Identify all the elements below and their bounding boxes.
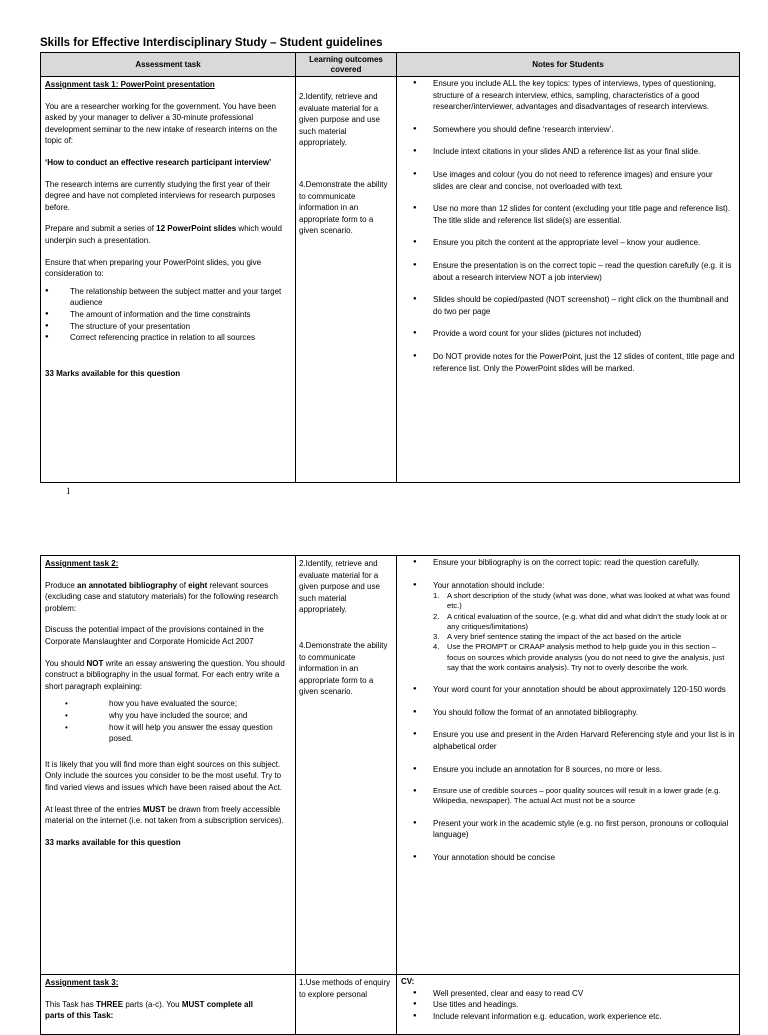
task1-table bbox=[40, 52, 740, 483]
task2-likely: It is likely that you will find more than eight sources on this subject. Only include the sources you consider to be the most useful. Try to find varied views and issues which have been raised about the Act. bbox=[45, 759, 283, 792]
task2-notes bbox=[397, 556, 740, 975]
task2-outcome-2: 2.Identify, retrieve and evaluate material for a given purpose and use such material appropriately. bbox=[299, 559, 380, 615]
list-item: ● Ensure the presentation is on the correct topic – read the question carefully (e.g. it is about a research interview NOT a job interview) bbox=[401, 260, 735, 283]
task2-produce: Produce an annotated bibliography of eight relevant sources (excluding case and statutory materials) for the following research problem: bbox=[45, 580, 278, 613]
task3-notes bbox=[397, 975, 740, 1035]
list-item: ● Ensure you include an annotation for 8 sources, no more or less. bbox=[401, 764, 735, 776]
task2-outcome-4: 4.Demonstrate the ability to communicate information in an appropriate form to a given scenario. bbox=[299, 640, 388, 697]
list-item: 2. A critical evaluation of the source, (e.g. what did and what didn’t the study look at or any critiques/limitations) bbox=[433, 611, 728, 631]
task3-outcome-1: 1.Use methods of enquiry to explore personal bbox=[299, 978, 391, 999]
task1-description bbox=[41, 77, 296, 483]
list-item: 1. A short description of the study (what was done, what was looked at what was found etc.) bbox=[433, 591, 730, 611]
task1-outcome-2: 2.Identify, retrieve and evaluate material for a given purpose and use such material appropriately. bbox=[299, 92, 380, 148]
task2-marks: 33 marks available for this question bbox=[45, 837, 181, 847]
list-item: ● Ensure your bibliography is on the correct topic: read the question carefully. bbox=[401, 557, 735, 569]
list-item: ● The structure of your presentation bbox=[45, 321, 291, 333]
list-item: ● The amount of information and the time constraints bbox=[45, 309, 291, 321]
task2-heading: Assignment task 2: bbox=[45, 559, 119, 568]
header-assessment-task: Assessment task bbox=[41, 53, 296, 77]
list-item: ● Present your work in the academic style (e.g. no first person, pronouns or colloquial language) bbox=[401, 818, 735, 841]
header-learning-outcomes: Learning outcomes covered bbox=[296, 53, 397, 77]
task1-heading: Assignment task 1: PowerPoint presentation bbox=[45, 80, 215, 89]
list-item: ● Ensure you pitch the content at the appropriate level – know your audience. bbox=[401, 237, 735, 249]
task2-annotation-list bbox=[433, 591, 735, 673]
list-item: ● Use images and colour (you do not need to reference images) and ensure your slides are clear and concise, not overloaded with text. bbox=[401, 169, 735, 192]
task1-ensure: Ensure that when preparing your PowerPoint slides, you give consideration to: bbox=[45, 257, 262, 279]
task2-notes-list bbox=[401, 557, 735, 863]
task1-outcome-4: 4.Demonstrate the ability to communicate information in an appropriate form to a given scenario. bbox=[299, 179, 388, 236]
list-item: • why you have included the source; and bbox=[45, 710, 291, 722]
header-notes: Notes for Students bbox=[397, 53, 740, 77]
list-item: ● Well presented, clear and easy to read CV bbox=[401, 988, 735, 1000]
task2-outcomes bbox=[296, 556, 397, 975]
task3-cv-label: CV: bbox=[401, 977, 415, 986]
task2-table bbox=[40, 555, 740, 1035]
list-item: ● Your annotation should be concise bbox=[401, 852, 735, 864]
list-item: ● Correct referencing practice in relation to all sources bbox=[45, 332, 291, 344]
task1-outcomes bbox=[296, 77, 397, 483]
task2-atleast: At least three of the entries MUST be drawn from freely accessible material on the internet (i.e. not taken from a subscription services). bbox=[45, 804, 284, 826]
list-item: ● Your word count for your annotation should be about approximately 120-150 words bbox=[401, 684, 735, 696]
task3-row bbox=[41, 975, 740, 1035]
task1-marks: 33 Marks available for this question bbox=[45, 368, 181, 378]
task3-intro: This Task has THREE parts (a-c). You MUST complete all bbox=[45, 999, 253, 1009]
task3-cv-list bbox=[401, 988, 735, 1023]
list-item: ● Somewhere you should define ‘research interview’. bbox=[401, 124, 735, 136]
task1-intro: You are a researcher working for the government. You have been asked by your manager to deliver a 30-minute professional development seminar to the new intake of research interns on the topic of: bbox=[45, 101, 278, 146]
list-item: ● The relationship between the subject matter and your target audience bbox=[45, 286, 291, 309]
task1-notes-list bbox=[401, 78, 735, 374]
task3-outcomes bbox=[296, 975, 397, 1035]
list-item: ● Include intext citations in your slides AND a reference list as your final slide. bbox=[401, 146, 735, 158]
task3-intro-2: parts of this Task: bbox=[45, 1011, 114, 1021]
list-item: ● Use titles and headings. bbox=[401, 999, 735, 1011]
task1-topic: ‘How to conduct an effective research participant interview’ bbox=[45, 157, 272, 167]
task1-notes bbox=[397, 77, 740, 483]
task2-description bbox=[41, 556, 296, 975]
list-item: ● Ensure you use and present in the Arden Harvard Referencing style and your list is in alphabetical order bbox=[401, 729, 735, 752]
task1-considerations-list bbox=[45, 286, 291, 344]
list-item: ● Slides should be copied/pasted (NOT screenshot) – right click on the thumbnail and do two per page bbox=[401, 294, 735, 317]
task2-should: You should NOT write an essay answering the question. You should construct a bibliography in the usual format. For each entry write a short paragraph explaining: bbox=[45, 658, 285, 691]
list-item: • how you have evaluated the source; bbox=[45, 698, 291, 710]
document-title: Skills for Effective Interdisciplinary Study – Student guidelines bbox=[40, 37, 383, 49]
list-item: ● Your annotation should include: 1. A short description of the study (what was done, what was looked at what was found etc.) 2. A critical evaluation of the source, (e.g. what did and what didn’t the study look at or any critiques/limitations) 3. A very brief sentence stating the impact of the act based on the article 4. Use the PROMPT or CRAAP analysis method to help guide you in this section – focus on sources which provide analysis (you do not need to give the analysis, just say that the work contains analysis). Try not to overly describe the work. bbox=[401, 580, 735, 674]
list-item: ● Include relevant information e.g. education, work experience etc. bbox=[401, 1011, 735, 1023]
list-item: 3. A very brief sentence stating the impact of the act based on the article bbox=[433, 632, 682, 642]
task3-description bbox=[41, 975, 296, 1035]
list-item: • how it will help you answer the essay question posed. bbox=[45, 722, 291, 745]
list-item: 4. Use the PROMPT or CRAAP analysis method to help guide you in this section – focus on sources which provide analysis (you do not need to give the analysis, just say that the work contains analysis). Try not to overly describe the work. bbox=[433, 642, 725, 672]
task3-heading: Assignment task 3: bbox=[45, 978, 119, 987]
task1-context: The research interns are currently studying the first year of their degree and have not completed interviews for research purposes before. bbox=[45, 179, 276, 212]
task2-explain-list bbox=[45, 698, 291, 744]
task2-discuss: Discuss the potential impact of the provisions contained in the Corporate Manslaughter and Corporate Homicide Act 2007 bbox=[45, 625, 264, 646]
list-item: ● Ensure you include ALL the key topics: types of interviews, types of questioning, structure of a research interview, ethics, sampling, characteristics of a good researcher/interviewer, advantages and disadvantages of research interviews. bbox=[401, 78, 735, 113]
list-item: ● You should follow the format of an annotated bibliography. bbox=[401, 707, 735, 719]
header-row bbox=[41, 53, 740, 77]
list-item: ● Do NOT provide notes for the PowerPoint, just the 12 slides of content, title page and reference list. Only the PowerPoint slides will be marked. bbox=[401, 351, 735, 374]
list-item: ● Ensure use of credible sources – poor quality sources will result in a lower grade (e.g. Wikipedia, newspaper). The actual Act must not be a source bbox=[401, 786, 735, 807]
list-item: ● Use no more than 12 slides for content (excluding your title page and reference list). The title slide and reference list slide(s) are essential. bbox=[401, 203, 735, 226]
task1-prepare: Prepare and submit a series of 12 PowerPoint slides which would underpin such a presentation. bbox=[45, 224, 283, 245]
task2-row bbox=[41, 556, 740, 975]
page-number: 1 bbox=[66, 486, 71, 496]
task1-row bbox=[41, 77, 740, 483]
list-item: ● Provide a word count for your slides (pictures not included) bbox=[401, 328, 735, 340]
